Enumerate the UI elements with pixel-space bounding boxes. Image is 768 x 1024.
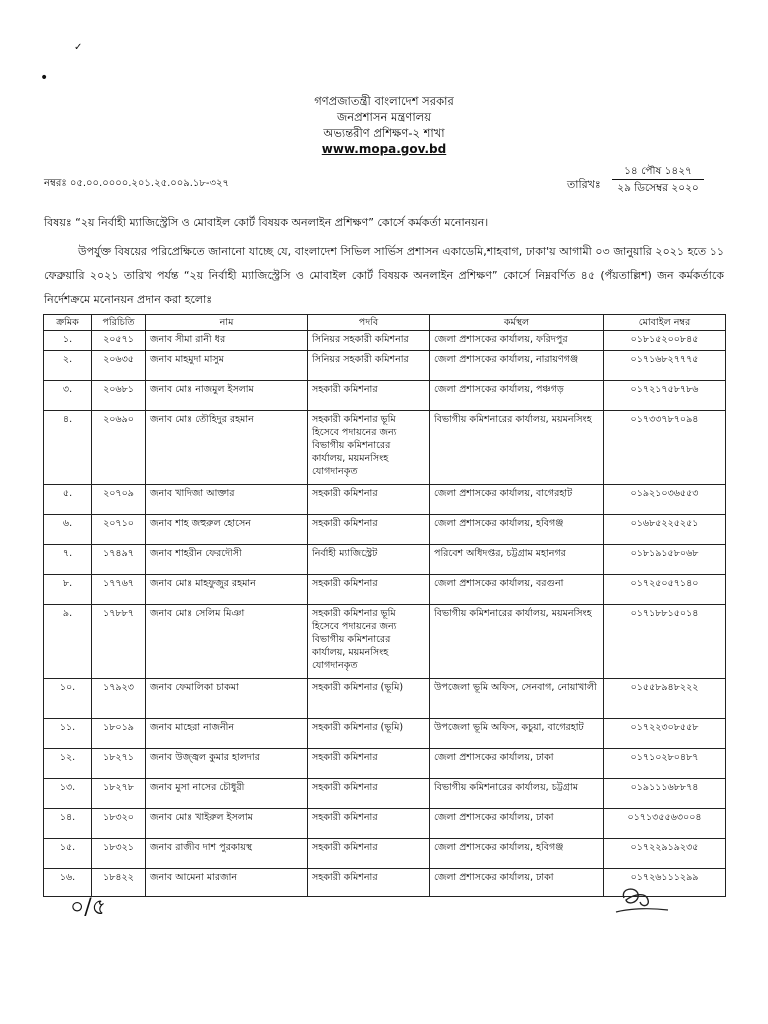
cell-mobile: ০১৭২১৭৫৮৭৮৬	[604, 381, 726, 411]
cell-designation: সহকারী কমিশনার	[308, 515, 430, 545]
cell-workplace: জেলা প্রশাসকের কার্যালয়, ঢাকা	[430, 809, 604, 839]
table-row	[44, 605, 726, 679]
cell-id: ১৭৪৯৭	[92, 545, 146, 575]
cell-designation: সহকারী কমিশনার	[308, 381, 430, 411]
cell-mobile: ০১৯১১১৬৮৮৭৪	[604, 779, 726, 809]
cell-name: জনাব মোঃ সেলিম মিঞা	[146, 605, 308, 679]
cell-name: জনাব ফেমালিকা চাকমা	[146, 679, 308, 719]
table-row	[44, 809, 726, 839]
cell-designation: সহকারী কমিশনার (ভূমি)	[308, 719, 430, 749]
cell-workplace: জেলা প্রশাসকের কার্যালয়, বাগেরহাট	[430, 485, 604, 515]
cell-name: জনাব উজ্জ্বল কুমার হালদার	[146, 749, 308, 779]
cell-mobile: ০১৭১৩৫৫৬৩০০৪	[604, 809, 726, 839]
subject-line: বিষয়ঃ “২য় নির্বাহী ম্যাজিস্ট্রেসি ও মোবাইল কোর্ট বিষয়ক অনলাইন প্রশিক্ষণ” কোর্সে কর্মকর্তা মনোনয়ন।	[44, 216, 489, 229]
cell-designation: সহকারী কমিশনার	[308, 779, 430, 809]
cell-designation: সহকারী কমিশনার ভূমি হিসেবে পদায়নের জন্য বিভাগীয় কমিশনারের কার্যালয়, ময়মনসিংহ যোগদানকৃত	[308, 411, 430, 485]
cell-designation: সিনিয়র সহকারী কমিশনার	[308, 351, 430, 381]
cell-name: জনাব মোঃ তৌহিদুর রহমান	[146, 411, 308, 485]
table-header-row	[44, 315, 726, 331]
cell-serial: ১০.	[44, 679, 92, 719]
cell-id: ২০৬৩৫	[92, 351, 146, 381]
date-english: ২৯ ডিসেম্বর ২০২০	[617, 182, 699, 194]
body-paragraph	[44, 240, 724, 312]
table-row	[44, 545, 726, 575]
cell-id: ১৮২৭৮	[92, 779, 146, 809]
cell-designation: সহকারী কমিশনার	[308, 869, 430, 897]
cell-workplace: জেলা প্রশাসকের কার্যালয়, হবিগঞ্জ	[430, 839, 604, 869]
nominee-table	[43, 314, 726, 897]
cell-name: জনাব সীমা রানী ধর	[146, 331, 308, 351]
govt-name: গণপ্রজাতন্ত্রী বাংলাদেশ সরকার	[314, 94, 454, 108]
website-link[interactable]: www.mopa.gov.bd	[321, 142, 447, 156]
cell-serial: ১৬.	[44, 869, 92, 897]
cell-workplace: উপজেলা ভূমি অফিস, সেনবাগ, নোয়াখালী	[430, 679, 604, 719]
cell-designation: সহকারী কমিশনার ভূমি হিসেবে পদায়নের জন্য বিভাগীয় কমিশনারের কার্যালয়, ময়মনসিংহ যোগদানকৃত	[308, 605, 430, 679]
table-row	[44, 515, 726, 545]
cell-name: জনাব মোঃ মাহফুজুর রহমান	[146, 575, 308, 605]
margin-dot: •	[40, 70, 49, 86]
cell-workplace: জেলা প্রশাসকের কার্যালয়, পঞ্চগড়	[430, 381, 604, 411]
initial-mark: ০/৫	[70, 895, 106, 920]
cell-name: জনাব মাহেরা নাজনীন	[146, 719, 308, 749]
cell-serial: ৯.	[44, 605, 92, 679]
cell-id: ১৮৩২১	[92, 839, 146, 869]
table-row	[44, 679, 726, 719]
cell-id: ১৭৮৮৭	[92, 605, 146, 679]
cell-mobile: ০১৫৫৮৯৪৮২২২	[604, 679, 726, 719]
cell-designation: নির্বাহী ম্যাজিস্ট্রেট	[308, 545, 430, 575]
cell-id: ২০৫৭১	[92, 331, 146, 351]
cell-designation: সহকারী কমিশনার	[308, 485, 430, 515]
col-header-name: নাম	[146, 315, 308, 331]
cell-id: ১৮০১৯	[92, 719, 146, 749]
signature-image	[612, 882, 672, 918]
cell-mobile: ০১৯২১০৩৬৫৫৩	[604, 485, 726, 515]
cell-name: জনাব মাহমুদা মাসুম	[146, 351, 308, 381]
col-header-designation: পদবি	[308, 315, 430, 331]
table-row	[44, 719, 726, 749]
cell-id: ২০৭০৯	[92, 485, 146, 515]
col-header-serial: ক্রমিক	[44, 315, 92, 331]
cell-workplace: জেলা প্রশাসকের কার্যালয়, হবিগঞ্জ	[430, 515, 604, 545]
cell-designation: সহকারী কমিশনার	[308, 575, 430, 605]
cell-serial: ১৫.	[44, 839, 92, 869]
cell-id: ১৮৩২০	[92, 809, 146, 839]
cell-name: জনাব আমেনা মারজান	[146, 869, 308, 897]
cell-mobile: ০১৭৩৩৭৮৭০৯৪	[604, 411, 726, 485]
cell-mobile: ০১৮১৫২০০৮৪৫	[604, 331, 726, 351]
cell-mobile: ০১৭১০২৮০৪৮৭	[604, 749, 726, 779]
cell-workplace: বিভাগীয় কমিশনারের কার্যালয়, ময়মনসিংহ	[430, 605, 604, 679]
table-row	[44, 381, 726, 411]
cell-id: ১৭৭৬৭	[92, 575, 146, 605]
cell-name: জনাব খাদিজা আক্তার	[146, 485, 308, 515]
table-row	[44, 839, 726, 869]
cell-workplace: জেলা প্রশাসকের কার্যালয়, বরগুনা	[430, 575, 604, 605]
cell-serial: ৫.	[44, 485, 92, 515]
cell-id: ১৮৪২২	[92, 869, 146, 897]
col-header-workplace: কর্মস্থল	[430, 315, 604, 331]
table-row	[44, 749, 726, 779]
cell-id: ২০৬৯০	[92, 411, 146, 485]
table-row	[44, 779, 726, 809]
cell-workplace: জেলা প্রশাসকের কার্যালয়, ঢাকা	[430, 749, 604, 779]
ministry-name: জনপ্রশাসন মন্ত্রণালয়	[337, 110, 431, 124]
cell-id: ২০৬৮১	[92, 381, 146, 411]
cell-workplace: বিভাগীয় কমিশনারের কার্যালয়, চট্টগ্রাম	[430, 779, 604, 809]
cell-mobile: ০১৭১৬৮২৭৭৭৫	[604, 351, 726, 381]
cell-id: ১৭৯২৩	[92, 679, 146, 719]
cell-name: জনাব মুসা নাসের চৌধুরী	[146, 779, 308, 809]
cell-serial: ১২.	[44, 749, 92, 779]
cell-name: জনাব মোঃ খাইরুল ইসলাম	[146, 809, 308, 839]
cell-name: জনাব শাহ জহুরুল হোসেন	[146, 515, 308, 545]
table-row	[44, 485, 726, 515]
col-header-mobile: মোবাইল নম্বর	[604, 315, 726, 331]
cell-workplace: বিভাগীয় কমিশনারের কার্যালয়, ময়মনসিংহ	[430, 411, 604, 485]
cell-designation: সহকারী কমিশনার	[308, 809, 430, 839]
cell-serial: ৭.	[44, 545, 92, 575]
cell-serial: ১৪.	[44, 809, 92, 839]
table-row	[44, 575, 726, 605]
cell-serial: ১১.	[44, 719, 92, 749]
section-name: অভ্যন্তরীণ প্রশিক্ষণ-২ শাখা	[323, 126, 445, 140]
memo-number: নম্বরঃ ০৫.০০.০০০০.২০১.২৫.০০৯.১৮-৩২৭	[44, 178, 230, 189]
cell-mobile: ০১৮১৯১৫৮০৬৮	[604, 545, 726, 575]
cell-mobile: ০১৭১৮৮১৫০১৪	[604, 605, 726, 679]
cell-mobile: ০১৭২২৯১৯২৩৫	[604, 839, 726, 869]
letterhead	[0, 93, 768, 157]
table-row	[44, 331, 726, 351]
cell-workplace: জেলা প্রশাসকের কার্যালয়, ফরিদপুর	[430, 331, 604, 351]
table-row	[44, 411, 726, 485]
date-label: তারিখঃ	[567, 178, 601, 191]
cell-mobile: ০১৬৮৫২২৫২৫১	[604, 515, 726, 545]
cell-designation: সহকারী কমিশনার	[308, 839, 430, 869]
cell-designation: সিনিয়র সহকারী কমিশনার	[308, 331, 430, 351]
cell-workplace: জেলা প্রশাসকের কার্যালয়, নারায়ণগঞ্জ	[430, 351, 604, 381]
cell-serial: ৩.	[44, 381, 92, 411]
cell-name: জনাব রাজীব দাশ পুরকায়স্থ	[146, 839, 308, 869]
cell-serial: ৮.	[44, 575, 92, 605]
margin-tick-mark: ✓	[74, 42, 83, 53]
date-bangla: ১৪ পৌষ ১৪২৭	[612, 163, 704, 180]
cell-serial: ২.	[44, 351, 92, 381]
table-row	[44, 351, 726, 381]
cell-serial: ৬.	[44, 515, 92, 545]
cell-id: ১৮২৭১	[92, 749, 146, 779]
cell-serial: ১.	[44, 331, 92, 351]
cell-id: ২০৭১০	[92, 515, 146, 545]
cell-workplace: উপজেলা ভূমি অফিস, কচুয়া, বাগেরহাট	[430, 719, 604, 749]
date-block	[612, 163, 704, 196]
cell-workplace: পরিবেশ অধিদপ্তর, চট্টগ্রাম মহানগর	[430, 545, 604, 575]
cell-mobile: ০১৭২৬১১১২৯৯	[604, 869, 726, 897]
cell-mobile: ০১৭২৫০৫৭১৪০	[604, 575, 726, 605]
cell-designation: সহকারী কমিশনার (ভূমি)	[308, 679, 430, 719]
cell-serial: ১৩.	[44, 779, 92, 809]
cell-designation: সহকারী কমিশনার	[308, 749, 430, 779]
cell-workplace: জেলা প্রশাসকের কার্যালয়, ঢাকা	[430, 869, 604, 897]
cell-name: জনাব শাহরীন ফেরদৌসী	[146, 545, 308, 575]
cell-mobile: ০১৭২২৩০৮৫৫৮	[604, 719, 726, 749]
body-text: উপর্যুক্ত বিষয়ের পরিপ্রেক্ষিতে জানানো যাচ্ছে যে, বাংলাদেশ সিভিল সার্ভিস প্রশাসন একাডেমি,শাহবাগ, ঢাকা'য় আগামী ০৩ জানুয়ারি ২০২১ হতে ১১ ফেব্রুয়ারি ২০২১ তারিখ পর্যন্ত “২য় নির্বাহী ম্যাজিস্ট্রেসি ও মোবাইল কোর্ট বিষয়ক অনলাইন প্রশিক্ষণ” কোর্সে নিম্নবর্ণিত ৪৫ (পঁয়তাল্লিশ) জন কর্মকর্তাকে নির্দেশক্রমে মনোনয়ন প্রদান করা হলোঃ	[44, 245, 724, 306]
col-header-id: পরিচিতি	[92, 315, 146, 331]
cell-name: জনাব মোঃ নাজমুল ইসলাম	[146, 381, 308, 411]
cell-serial: ৪.	[44, 411, 92, 485]
